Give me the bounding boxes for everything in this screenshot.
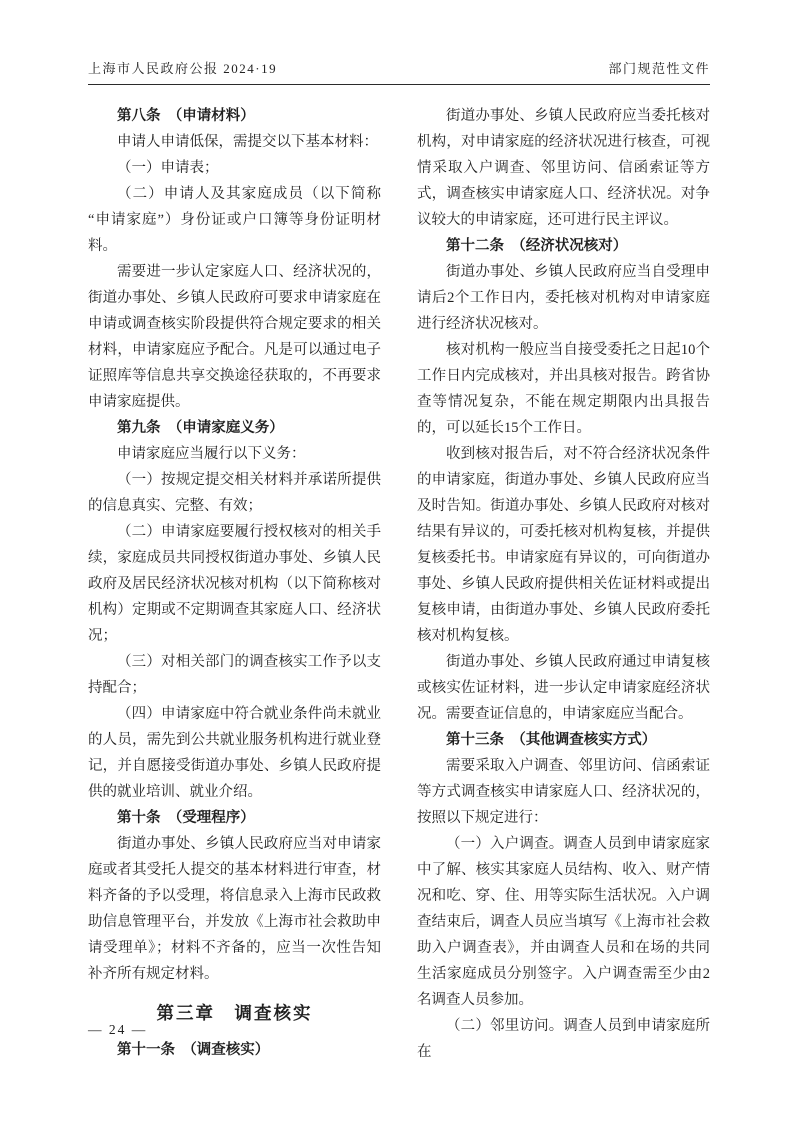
paragraph: 核对机构一般应当自接受委托之日起10个工作日内完成核对，并出具核对报告。跨省协查等情况复杂，不能在规定期限内出具报告的，可以延长15个工作日。: [417, 342, 710, 436]
paragraph: 需要采取入户调查、邻里访问、信函索证等方式调查核实申请家庭人口、经济状况的，按照以下规定进行：: [417, 758, 710, 826]
article-heading: 第九条 （申请家庭义务）: [117, 420, 284, 436]
paragraph: 街道办事处、乡镇人民政府应当委托核对机构，对申请家庭的经济状况进行核查，可视情采取入户调查、邻里访问、信函索证等方式，调查核实申请家庭人口、经济状况。对争议较大的申请家庭，还可进行民主评议。: [417, 108, 710, 228]
paragraph: 街道办事处、乡镇人民政府通过申请复核或核实佐证材料，进一步认定申请家庭经济状况。需要查证信息的，申请家庭应当配合。: [417, 654, 710, 722]
paragraph: （二）邻里访问。调查人员到申请家庭所在: [417, 1018, 710, 1060]
page-number: — 24 —: [88, 1022, 148, 1037]
paragraph: （四）申请家庭中符合就业条件尚未就业的人员，需先到公共就业服务机构进行就业登记，并自愿接受街道办事处、乡镇人民政府提供的就业培训、就业介绍。: [88, 706, 381, 800]
paragraph: （一）入户调查。调查人员到申请家庭家中了解、核实其家庭人员结构、收入、财产情况和吃、穿、住、用等实际生活状况。入户调查结束后，调查人员应当填写《上海市社会救助入户调查表》，并由调查人员和在场的共同生活家庭成员分别签字。入户调查需至少由2名调查人员参加。: [417, 836, 710, 1008]
page-header: [88, 58, 710, 77]
page-footer: [88, 1022, 147, 1038]
paragraph: （二）申请人及其家庭成员（以下简称“申请家庭”）身份证或户口簿等身份证明材料。: [88, 186, 381, 254]
paragraph: 申请家庭应当履行以下义务：: [117, 446, 306, 462]
paragraph: 街道办事处、乡镇人民政府应当对申请家庭或者其受托人提交的基本材料进行审查，材料齐备的予以受理，将信息录入上海市民政救助信息管理平台，并发放《上海市社会救助申请受理单》；材料不齐备的，应当一次性告知补齐所有规定材料。: [88, 836, 381, 982]
article-heading: 第十二条 （经济状况核对）: [446, 238, 628, 254]
paragraph: 街道办事处、乡镇人民政府应当自受理申请后2个工作日内，委托核对机构对申请家庭进行经济状况核对。: [417, 264, 710, 332]
paragraph: 需要进一步认定家庭人口、经济状况的，街道办事处、乡镇人民政府可要求申请家庭在申请或调查核实阶段提供符合规定要求的相关材料，申请家庭应予配合。凡是可以通过电子证照库等信息共享交换途径获取的，不再要求申请家庭提供。: [88, 264, 381, 410]
article-heading: 第十条 （受理程序）: [117, 810, 255, 826]
header-section-label: 部门规范性文件: [608, 61, 710, 76]
header-rule: [88, 84, 710, 85]
paragraph: （一）申请表；: [117, 160, 219, 176]
paragraph: （二）申请家庭要履行授权核对的相关手续，家庭成员共同授权街道办事处、乡镇人民政府及居民经济状况核对机构（以下简称核对机构）定期或不定期调查其家庭人口、经济状况；: [88, 524, 381, 644]
paragraph: （一）按规定提交相关材料并承诺所提供的信息真实、完整、有效；: [88, 472, 381, 514]
left-column: [88, 103, 381, 1065]
chapter-heading: 第三章 调查核实: [156, 1003, 313, 1023]
article-heading: 第十一条 （调查核实）: [117, 1042, 270, 1058]
paragraph: 申请人申请低保，需提交以下基本材料：: [117, 134, 378, 150]
article-heading: 第十三条 （其他调查核实方式）: [446, 732, 657, 748]
paragraph: 收到核对报告后，对不符合经济状况条件的申请家庭，街道办事处、乡镇人民政府应当及时告知。街道办事处、乡镇人民政府对核对结果有异议的，可委托核对机构复核，并提供复核委托书。申请家庭有异议的，可向街道办事处、乡镇人民政府提供相关佐证材料或提出复核申请，由街道办事处、乡镇人民政府委托核对机构复核。: [417, 446, 710, 644]
right-column: [417, 103, 710, 1065]
content-columns: [88, 103, 710, 1065]
paragraph: （三）对相关部门的调查核实工作予以支持配合；: [88, 654, 381, 696]
article-heading: 第八条 （申请材料）: [117, 108, 255, 124]
header-publication-title: 上海市人民政府公报 2024·19: [88, 61, 278, 76]
